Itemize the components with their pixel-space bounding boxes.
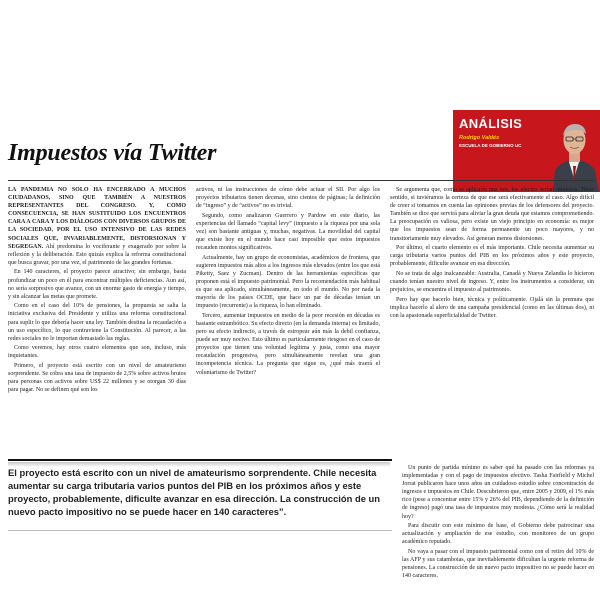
paragraph: Por último, el cuarto elemento es el más importante. Chile necesita aumentar su carga tributaria varios puntos del PIB en los próximos años y este proyecto, probablemente, dificulte avanzar en esa dirección. <box>390 245 594 268</box>
author-name: Rodrigo Valdés <box>459 135 500 141</box>
pull-quote-bottom-rule <box>8 530 392 531</box>
paragraph: Se argumenta que, como se aplicaría una vez, los efectos serían mínimos. Tiene sentido, si tuviéramos la certeza de que ese será efectivamente el caso. Algo difícil de creer si tomamos en cuenta las opiniones previas de los defensores del proyecto. También se dice que servirá para aliviar la gran deuda que estamos comprometiendo. La preocupación es valiosa, pero existe un viejo principio en economía: es mejor que los impuestos sean de forma permanente un poco mayores, y no transitoriamente muy elevados. Así generan menos distorsiones. <box>390 187 594 242</box>
author-affiliation: ESCUELA DE GOBIERNO UC <box>459 143 522 148</box>
paragraph: En 140 caracteres, el proyecto parece atractivo; sin embargo, basta profundizar un poco en él para encontrar múltiples deficiencias. Aun así, no sería sorpresivo que avance, con un enorme gasto de energía y tiempo, y sin alcanzar las metas que promete. <box>8 269 186 300</box>
paragraph-text: Ahí predomina lo vociferante y exagerado por sobre la reflexión y la deliberación. Esto quizás explica la reforma constitucional que busca gravar, por una vez, el patrimonio de las grandes fortunas. <box>8 243 186 266</box>
article-column-1 <box>8 186 186 396</box>
paragraph: Un punto de partida mínimo es saber qué ha pasado con las reformas ya implementadas y con el pago de impuestos efectivo. Tasha Fairfield y Michel Jorrat publicaron hace unos años un cuidadoso estudio sobre concentración de ingresos e impuestos en Chile. Descubrieron que, entre 2005 y 2009, el 1% más rico (pese a concentrar entre 15% y 26% del PIB, dependiendo de la definición de ingreso) pagó una tasa de impuestos muy modesta. ¿Cómo será la realidad hoy? <box>402 465 594 520</box>
pull-quote-top-rule <box>8 459 392 461</box>
paragraph: Pero hay que hacerlo bien, técnica y políticamente. Ojalá sin la premura que implica hacerlo al alero de una campaña presidencial (como en las últimas dos), ni con la apasionada superficialidad de Twitter. <box>390 296 594 319</box>
article-column-3-top <box>390 186 594 322</box>
headline-divider <box>8 180 594 181</box>
article-column-3-bottom <box>402 464 594 582</box>
paragraph: Para discutir con este mínimo de base, el Gobierno debe patrocinar una actualización y ampliación de ese estudio, con monitoreo de un grupo académico reputado. <box>402 523 594 546</box>
lead-paragraph <box>8 186 186 267</box>
paragraph: Primero, el proyecto está escrito con un nivel de amateurismo sorprendente. Se cobra una tasa de impuesto de 2,5% sobre activos brutos para personas con activos sobre US$ 22 millones y se otorgan 30 días para pagar. No se definen qué son los <box>8 362 186 394</box>
paragraph: No vaya a pasar con el impuesto patrimonial como con el retiro del 10% de las AFP y sus catamboias, que inevitablemente dificultan la urgente reforma de pensiones. La construcción de un nuevo pacto impositivo no se puede hacer en 140 caracteres. <box>402 548 594 580</box>
paragraph: Actualmente, hay un grupo de economistas, académicos de frontera, que sugieren impuestos más altos a los ingresos más elevados (entre los que está Piketty, Saez y Zucman). Dentro de las herramientas específicas que proponen está el impuesto patrimonial. Pero la recomendación más habitual es que sea aplicado, simultáneamente, en todo el mundo. No por nada la mayoría de los países OCDE, que hace un par de décadas tenían un impuesto (recurrente) a la riqueza, lo han eliminado. <box>196 254 380 310</box>
paragraph: Como en el caso del 10% de pensiones, la propuesta se salta la iniciativa exclusiva del Presidente y utiliza una reforma constitucional para suplir lo que debería hacer una ley. También destina la recaudación a un uso específico, lo que contraviene la Constitución. Al parecer, a las redes sociales no le importan demasiado las reglas. <box>8 303 186 342</box>
section-label: ANÁLISIS <box>459 116 523 131</box>
paragraph: Como veremos, hay otros cuatro elementos que son, incluso, más inquietantes. <box>8 345 186 360</box>
paragraph: activos, ni las instrucciones de cómo debe actuar el SII. Por algo los proyectos tributarios tienen decenas, sino cientos de páginas; la definición de “ingreso” y de “activos” no es trivial. <box>196 187 380 210</box>
paragraph: No se trata de algo inalcanzable: Australia, Canadá y Nueva Zelandia lo hicieron cuando tenían nuestro nivel de ingreso. Y, entre los instrumentos a considerar, sin prejuicios, se encuentra el impuesto al patrimonio. <box>390 270 594 294</box>
article-column-2 <box>196 186 380 378</box>
article-headline: Impuestos vía Twitter <box>8 140 217 166</box>
paragraph: Tercero, aumentar impuestos en medio de la peor recesión en décadas es bastante estrambótico. Su efecto directo (en la demanda interna) es limitado, pero su efecto indirecto, a través de estropear aún más la debil confianza, puede ser muy nocivo. Esto último es particularmente riesgoso en el caso de proyectos que tienen una voluntad legítima y justa, como una mayor recaudación progresiva, pero simultáneamente revelan una gran incompetencia técnica. La pregunta que sigue es, ¿qué más traerá el voluntarismo de Twitter? <box>196 312 380 376</box>
paragraph: Segundo, como analizaron Guerrero y Pardow en este diario, las experiencias del llamado “capital levy” (impuesto a la riqueza por una sola vez) son bastante antiguas y, muchas, negativas. La movilidad del capital que existe hoy en el mundo hace casi imposible que estos impuestos recauden montos significativos. <box>196 212 380 252</box>
pull-quote: El proyecto está escrito con un nivel de amateurismo sorprendente. Chile necesita aumentar su carga tributaria varios puntos del PIB en los próximos años y este proyecto, probablemente, dificulte avanzar en esa dirección. La construcción de un nuevo pacto impositivo no se puede hacer en 140 caracteres”. <box>8 467 380 517</box>
lead-caps-text: LA PANDEMIA NO SOLO HA ENCERRADO A MUCHOS CIUDADANOS, SINO QUE TAMBIÉN A NUESTROS REPRESENTANTES DEL CONGRESO. Y, COMO CONSECUENCIA, SE HAN SUSTITUIDO LOS ENCUENTROS CARA A CARA Y LOS DIÁLOGOS CON DIVERSOS GRUPOS DE LA SOCIEDAD, POR EL USO INTENSIVO DE LAS REDES SOCIALES QUE, INVARIABLEMENTE, DISTORSIONAN Y SEGREGAN. <box>8 187 186 250</box>
